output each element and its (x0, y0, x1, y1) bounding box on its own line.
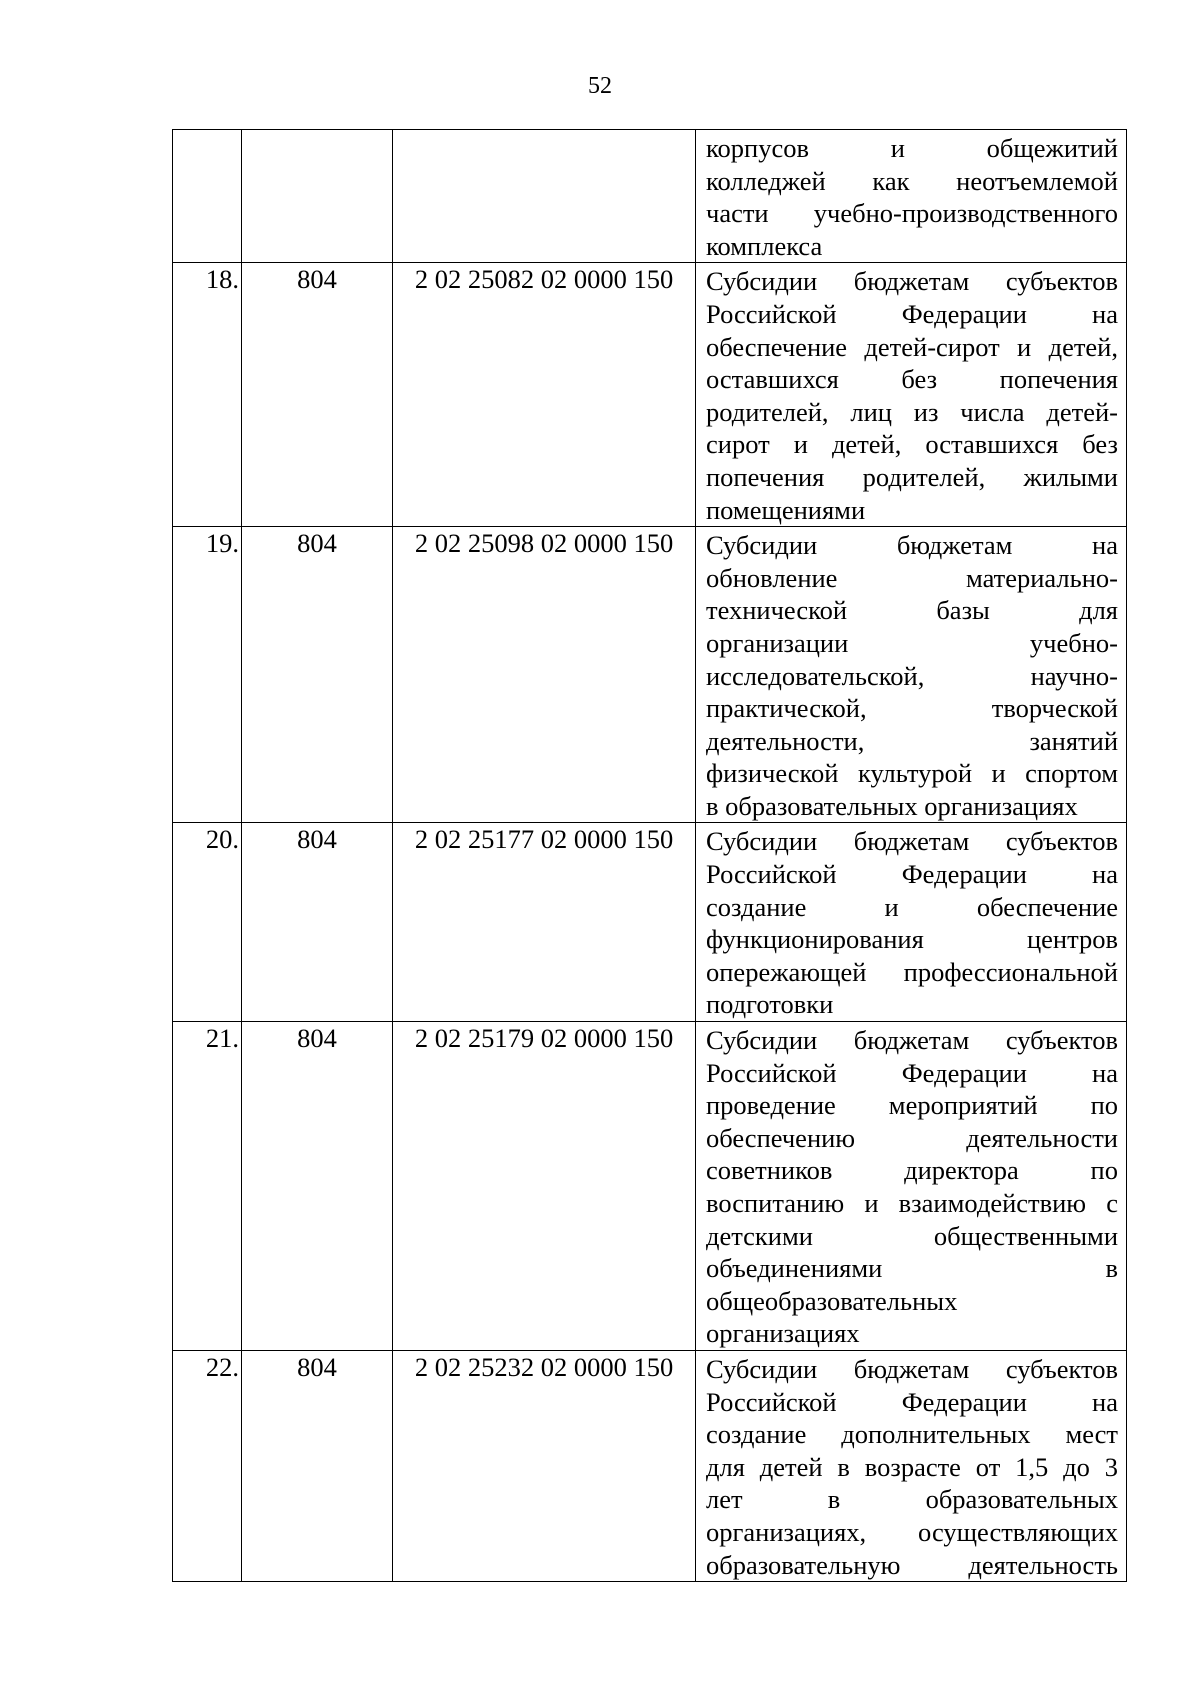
table-body (173, 130, 1127, 1582)
revenue-name-line: подготовки (706, 989, 834, 1020)
revenue-name-line: исследовательской, научно- (706, 660, 1118, 691)
revenue-name-line: сирот и детей, оставшихся без (706, 429, 1118, 460)
revenue-name-line: детскими общественными (706, 1220, 1118, 1251)
revenue-name-line: Субсидии бюджетам субъектов (706, 266, 1118, 297)
revenue-name-line: образовательную деятельность (706, 1549, 1118, 1580)
budget-revenue-table (172, 129, 1127, 1582)
revenue-name-line: функционирования центров (706, 924, 1118, 955)
revenue-name (696, 527, 1127, 823)
revenue-name-line: практической, творческой (706, 693, 1118, 724)
revenue-name-line: технической базы для (706, 595, 1118, 626)
revenue-name-line: создание дополнительных мест (706, 1419, 1118, 1450)
revenue-name-line: создание и обеспечение (706, 891, 1118, 922)
revenue-name-line: Российской Федерации на (706, 859, 1118, 890)
budget-classification-code: 2 02 25179 02 0000 150 (393, 1022, 696, 1351)
admin-code: 804 (242, 823, 393, 1022)
revenue-name-line: физической культурой и спортом (706, 758, 1118, 789)
revenue-name-line: колледжей как неотъемлемой (706, 165, 1118, 196)
revenue-name-line: объединениями в (706, 1253, 1118, 1284)
table-row (173, 1022, 1127, 1351)
revenue-name-line: общеобразовательных (706, 1285, 958, 1316)
revenue-name-line: обеспечение детей-сирот и детей, (706, 331, 1118, 362)
revenue-name-line: организациях (706, 1318, 860, 1349)
admin-code: 804 (242, 527, 393, 823)
revenue-name-line: опережающей профессиональной (706, 956, 1118, 987)
revenue-name-line: Российской Федерации на (706, 1386, 1118, 1417)
budget-classification-code: 2 02 25098 02 0000 150 (393, 527, 696, 823)
revenue-name-line: организациях, осуществляющих (706, 1516, 1118, 1547)
row-number: 21. (173, 1022, 242, 1351)
row-number: 22. (173, 1350, 242, 1581)
revenue-name (696, 263, 1127, 527)
budget-classification-code (393, 130, 696, 263)
revenue-name-line: оставшихся без попечения (706, 364, 1118, 395)
revenue-name-line: воспитанию и взаимодействию с (706, 1188, 1118, 1218)
row-number (173, 130, 242, 263)
revenue-name-line: обновление материально- (706, 562, 1118, 593)
revenue-name-line: советников директора по (706, 1155, 1118, 1186)
revenue-name-line: части учебно-производственного (706, 198, 1118, 229)
revenue-name-line: Субсидии бюджетам субъектов (706, 1353, 1118, 1384)
table-row (173, 1350, 1127, 1581)
revenue-name-line: Российской Федерации на (706, 298, 1118, 329)
budget-classification-code: 2 02 25177 02 0000 150 (393, 823, 696, 1022)
row-number: 20. (173, 823, 242, 1022)
revenue-name-line: Субсидии бюджетам на (706, 530, 1118, 561)
revenue-name-line: в образовательных организациях (706, 790, 1078, 821)
admin-code: 804 (242, 1350, 393, 1581)
row-number: 18. (173, 263, 242, 527)
revenue-name-line: проведение мероприятий по (706, 1090, 1118, 1121)
revenue-name-line: организации учебно- (706, 627, 1118, 658)
page-number: 52 (588, 73, 612, 99)
revenue-name-line: корпусов и общежитий (706, 133, 1118, 163)
revenue-name-line: для детей в возрасте от 1,5 до 3 (706, 1451, 1118, 1482)
revenue-name-line: лет в образовательных (706, 1484, 1118, 1515)
revenue-name-line: Субсидии бюджетам субъектов (706, 826, 1118, 857)
budget-classification-code: 2 02 25232 02 0000 150 (393, 1350, 696, 1581)
revenue-name-line: помещениями (706, 494, 866, 525)
table-row (173, 263, 1127, 527)
revenue-name-line: обеспечению деятельности (706, 1122, 1118, 1153)
revenue-name-line: Субсидии бюджетам субъектов (706, 1025, 1118, 1056)
row-number: 19. (173, 527, 242, 823)
revenue-name-line: деятельности, занятий (706, 725, 1118, 756)
table-row (173, 823, 1127, 1022)
revenue-name-line: Российской Федерации на (706, 1057, 1118, 1088)
revenue-name (696, 130, 1127, 263)
revenue-name-line: комплекса (706, 230, 823, 261)
budget-classification-code: 2 02 25082 02 0000 150 (393, 263, 696, 527)
revenue-name (696, 823, 1127, 1022)
table-row (173, 130, 1127, 263)
revenue-name-line: попечения родителей, жилыми (706, 461, 1118, 492)
admin-code (242, 130, 393, 263)
table-row (173, 527, 1127, 823)
revenue-name-line: родителей, лиц из числа детей- (706, 396, 1118, 427)
admin-code: 804 (242, 1022, 393, 1351)
admin-code: 804 (242, 263, 393, 527)
revenue-name (696, 1022, 1127, 1351)
revenue-name (696, 1350, 1127, 1581)
